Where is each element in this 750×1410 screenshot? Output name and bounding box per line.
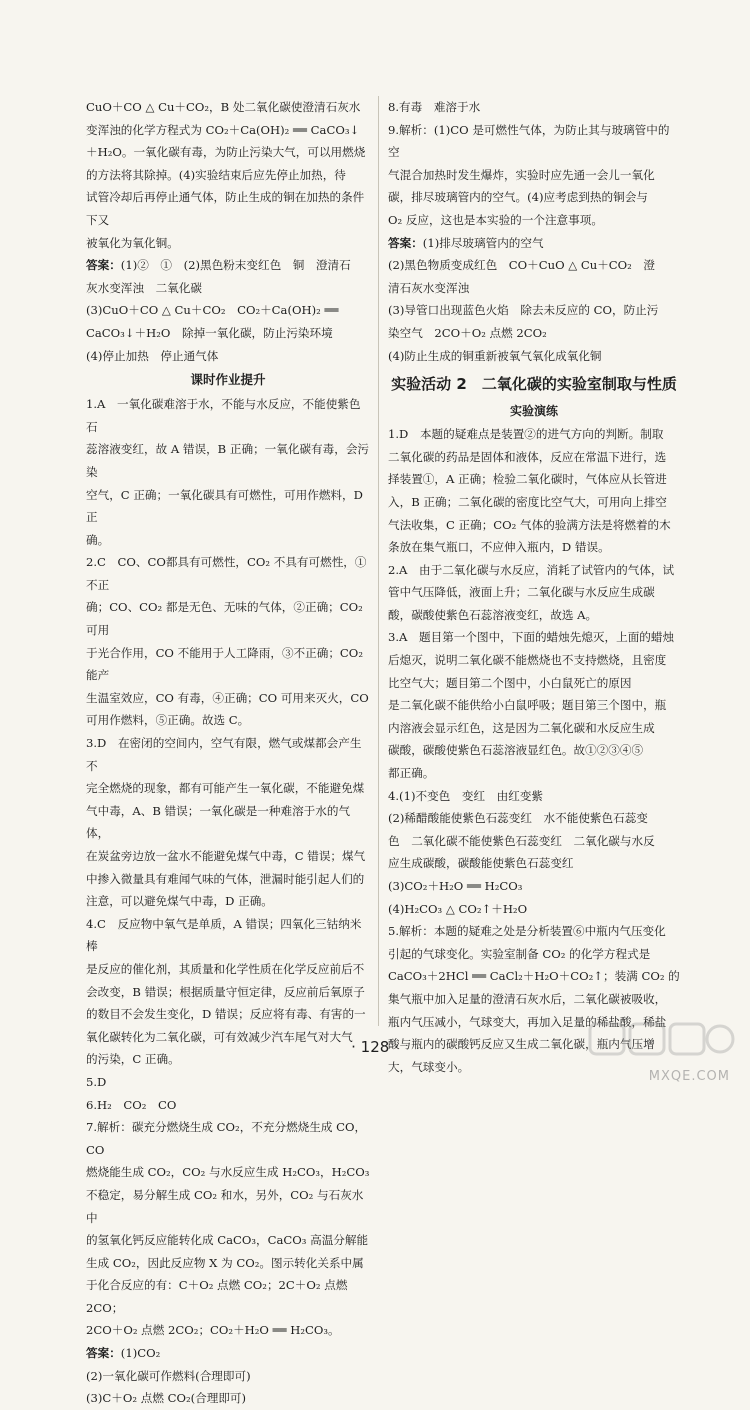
- right-answer-block: [388, 232, 680, 368]
- text-line: 空气，C 正确；一氧化碳具有可燃性，可用作燃料，D 正: [86, 487, 363, 525]
- text-line: 的氢氧化钙反应能转化成 CaCO₃，CaCO₃ 高温分解能: [86, 1233, 369, 1248]
- text-line: 1.A 一氧化碳难溶于水，不能与水反应，不能使紫色石: [86, 397, 361, 434]
- text-line: 氧化碳转化为二氧化碳，可有效减少汽车尾气对大气: [86, 1029, 353, 1044]
- text-line: 5.解析：本题的疑难之处是分析装置⑥中瓶内气压变化: [388, 924, 666, 939]
- text-line: 清石灰水变浑浊: [388, 280, 470, 295]
- answer-label: 答案：: [388, 235, 423, 250]
- list-item: [86, 732, 370, 913]
- list-item: [388, 423, 680, 559]
- text-line: 比空气大；题目第二个图中，小白鼠死亡的原因: [388, 675, 632, 690]
- left-answer-block: [86, 254, 370, 367]
- text-line: CuO＋CO △ Cu＋CO₂，B 处二氧化碳使澄清石灰水: [86, 100, 361, 114]
- text-line: CaCO₃＋2HCl ══ CaCl₂＋H₂O＋CO₂↑；装满 CO₂ 的: [388, 969, 680, 984]
- text-line: 染空气 2CO＋O₂ 点燃 2CO₂: [388, 325, 547, 340]
- text-line: 引起的气球变化。实验室制备 CO₂ 的化学方程式是: [388, 946, 651, 961]
- text-line: 确。: [86, 532, 110, 547]
- text-line: 完全燃烧的现象，都有可能产生一氧化碳，不能避免煤: [86, 781, 365, 796]
- text-line: 4.(1)不变色 变红 由红变紫: [388, 788, 544, 803]
- text-line: 应生成碳酸，碳酸能使紫色石蕊变红: [388, 856, 574, 871]
- right-items: [388, 423, 680, 1078]
- right-column: [388, 96, 680, 1078]
- left-column: [86, 96, 370, 1410]
- text-line: 3.D 在密闭的空间内，空气有限，燃气或煤都会产生不: [86, 736, 362, 773]
- text-line: 被氧化为氧化铜。: [86, 235, 179, 250]
- text-line: 试管冷却后再停止通气体，防止生成的铜在加热的条件下又: [86, 190, 365, 227]
- text-line: 内溶液会显示红色，这是因为二氧化碳和水反应生成: [388, 720, 655, 735]
- list-item: [86, 1116, 370, 1342]
- answer-line: [86, 254, 370, 277]
- text-line: 4.C 反应物中氧气是单质，A 错误；四氧化三钴纳米棒: [86, 916, 362, 954]
- text-line: (4)H₂CO₃ △ CO₂↑＋H₂O: [388, 901, 528, 916]
- text-line: 入，B 正确；二氧化碳的密度比空气大，可用向上排空: [388, 494, 667, 509]
- text-line: 色 二氧化碳不能使紫色石蕊变红 二氧化碳与水反: [388, 833, 655, 848]
- text-line: 确；CO、CO₂ 都是无色、无味的气体，②正确；CO₂ 可用: [86, 600, 363, 638]
- text-line: 气法收集，C 正确；CO₂ 气体的验满方法是将燃着的木: [388, 517, 671, 532]
- text-line: 7.解析：碳充分燃烧生成 CO₂，不充分燃烧生成 CO，CO: [86, 1120, 367, 1157]
- text-line: CaCO₃↓＋H₂O 除掉一氧化碳，防止污染环境: [86, 325, 333, 340]
- text-line: 气混合加热时发生爆炸，实验时应先通一会儿一氧化: [388, 167, 655, 182]
- text-line: 择装置①，A 正确；检验二氧化碳时，气体应从长管进: [388, 472, 667, 487]
- list-item: [86, 393, 370, 551]
- text-line: ＋H₂O。一氧化碳有毒，为防止污染大气，可以用燃烧: [86, 145, 366, 160]
- text-line: 集气瓶中加入足量的澄清石灰水后，二氧化碳被吸收，: [388, 991, 667, 1006]
- text-line: 大，气球变小。: [388, 1059, 470, 1074]
- text-line: 管中气压降低，液面上升；二氧化碳与水反应生成碳: [388, 585, 655, 600]
- text-line: 注意，可以避免煤气中毒，D 正确。: [86, 894, 273, 909]
- text-line: 是二氧化碳不能供给小白鼠呼吸；题目第三个图中，瓶: [388, 698, 667, 713]
- answer-label: 答案：: [86, 258, 121, 273]
- text-line: 是反应的催化剂，其质量和化学性质在化学反应前后不: [86, 961, 365, 976]
- list-item: [388, 626, 680, 784]
- text-line: 1.D 本题的疑难点是装置②的进气方向的判断。制取: [388, 427, 664, 442]
- text-line: 蕊溶液变红，故 A 错误，B 正确；一氧化碳有毒，会污染: [86, 442, 370, 479]
- text-line: 都正确。: [388, 766, 435, 781]
- text-line: 气中毒，A、B 错误；一氧化碳是一种难溶于水的气体，: [86, 803, 351, 841]
- list-item: [86, 551, 370, 732]
- text-line: (3)CuO＋CO △ Cu＋CO₂ CO₂＋Ca(OH)₂ ══: [86, 303, 339, 318]
- answer-text: (1)排尽玻璃管内的空气: [422, 235, 544, 250]
- right-top: [388, 96, 680, 232]
- text-line: 不稳定，易分解生成 CO₂ 和水，另外，CO₂ 与石灰水中: [86, 1187, 364, 1225]
- list-item: [86, 1071, 370, 1094]
- text-line: 二氧化碳的药品是固体和液体，反应在常温下进行，选: [388, 449, 667, 464]
- text-line: 燃烧能生成 CO₂，CO₂ 与水反应生成 H₂CO₃，H₂CO₃: [86, 1165, 370, 1180]
- text-line: 于化合反应的有：C＋O₂ 点燃 CO₂；2C＋O₂ 点燃 2CO；: [86, 1278, 348, 1315]
- text-line: 3.A 题目第一个图中，下面的蜡烛先熄灭，上面的蜡烛: [388, 630, 675, 645]
- text-line: (3)导管口出现蓝色火焰 除去未反应的 CO，防止污: [388, 303, 659, 318]
- text-line: 9.解析：(1)CO 是可燃性气体，为防止其与玻璃管中的空: [388, 122, 670, 160]
- text-line: (4)停止加热 停止通气体: [86, 348, 219, 363]
- text-line: 灰水变浑浊 二氧化碳: [86, 280, 202, 295]
- list-item: [388, 559, 680, 627]
- answer-line: [388, 232, 680, 255]
- text-line: 在炭盆旁边放一盆水不能避免煤气中毒，C 错误；煤气: [86, 849, 366, 863]
- text-line: 后熄灭，说明二氧化碳不能燃烧也不支持燃烧，且密度: [388, 653, 667, 668]
- text-line: 瓶内气压减小，气球变大，再加入足量的稀盐酸，稀盐: [388, 1014, 667, 1029]
- section-subtitle: 实验演练: [509, 404, 558, 419]
- text-line: (2)一氧化碳可作燃料(合理即可): [86, 1368, 251, 1383]
- watermark-text: MXQE.COM: [648, 1069, 730, 1084]
- text-line: 2CO＋O₂ 点燃 2CO₂；CO₂＋H₂O ══ H₂CO₃。: [86, 1323, 340, 1338]
- list-item: [388, 785, 680, 921]
- text-line: 生温室效应，CO 有毒，④正确；CO 可用来灭火，CO: [86, 690, 369, 705]
- left-intro: [86, 96, 370, 254]
- text-line: O₂ 反应，这也是本实验的一个注意事项。: [388, 212, 603, 227]
- text-line: (3)C＋O₂ 点燃 CO₂(合理即可): [86, 1391, 247, 1406]
- text-line: (2)黑色物质变成红色 CO＋CuO △ Cu＋CO₂ 澄: [388, 258, 656, 273]
- text-line: 的方法将其除掉。(4)实验结束后应先停止加热，待: [86, 167, 346, 182]
- text-line: 的污染，C 正确。: [86, 1052, 180, 1067]
- list-item: [86, 1094, 370, 1117]
- text-line: 中掺入微量具有难闻气味的气体，泄漏时能引起人们的: [86, 871, 365, 886]
- text-line: 2.C CO、CO都具有可燃性，CO₂ 不具有可燃性，①不正: [86, 555, 367, 592]
- text-line: 于光合作用，CO 不能用于人工降雨，③不正确；CO₂ 能产: [86, 645, 363, 683]
- text-line: 2.A 由于二氧化碳与水反应，消耗了试管内的气体，试: [388, 562, 675, 577]
- text-line: (3)CO₂＋H₂O ══ H₂CO₃: [388, 879, 523, 893]
- text-line: (2)稀醋酸能使紫色石蕊变红 水不能使紫色石蕊变: [388, 811, 648, 826]
- text-line: 碳酸，碳酸使紫色石蕊溶液显红色。故①②③④⑤: [388, 743, 644, 758]
- text-line: 酸，碳酸使紫色石蕊溶液变红，故选 A。: [388, 607, 598, 622]
- text-line: 会改变，B 错误；根据质量守恒定律，反应前后氧原子: [86, 984, 365, 999]
- left-items: [86, 393, 370, 1410]
- answer-text: (1)CO₂: [120, 1346, 161, 1361]
- text-line: 的数目不会发生变化，D 错误；反应将有毒、有害的一: [86, 1007, 366, 1022]
- chapter-title: 实验活动 2 二氧化碳的实验室制取与性质: [391, 375, 677, 394]
- text-line: (4)防止生成的铜重新被氧气氧化成氧化铜: [388, 348, 602, 363]
- text-line: 可用作燃料，⑤正确。故选 C。: [86, 713, 250, 728]
- text-line: 酸与瓶内的碳酸钙反应又生成二氧化碳，瓶内气压增: [388, 1037, 655, 1052]
- answer-text: (1)② ① (2)黑色粉末变红色 铜 澄清石: [120, 258, 351, 273]
- section-title: 课时作业提升: [190, 372, 266, 388]
- text-line: 6.H₂ CO₂ CO: [86, 1097, 177, 1112]
- column-divider: [378, 96, 379, 1026]
- text-line: 条放在集气瓶口，不应伸入瓶内，D 错误。: [388, 540, 610, 555]
- text-line: 生成 CO₂，因此反应物 X 为 CO₂。图示转化关系中属: [86, 1255, 364, 1270]
- text-line: 5.D: [86, 1074, 107, 1089]
- text-line: 8.有毒 难溶于水: [388, 100, 481, 114]
- answer-label: 答案：: [86, 1346, 121, 1361]
- text-line: 变浑浊的化学方程式为 CO₂＋Ca(OH)₂ ══ CaCO₃↓: [86, 122, 360, 137]
- page-number: · 128 ·: [351, 1038, 399, 1056]
- text-line: 碳，排尽玻璃管内的空气。(4)应考虑到热的铜会与: [388, 190, 648, 205]
